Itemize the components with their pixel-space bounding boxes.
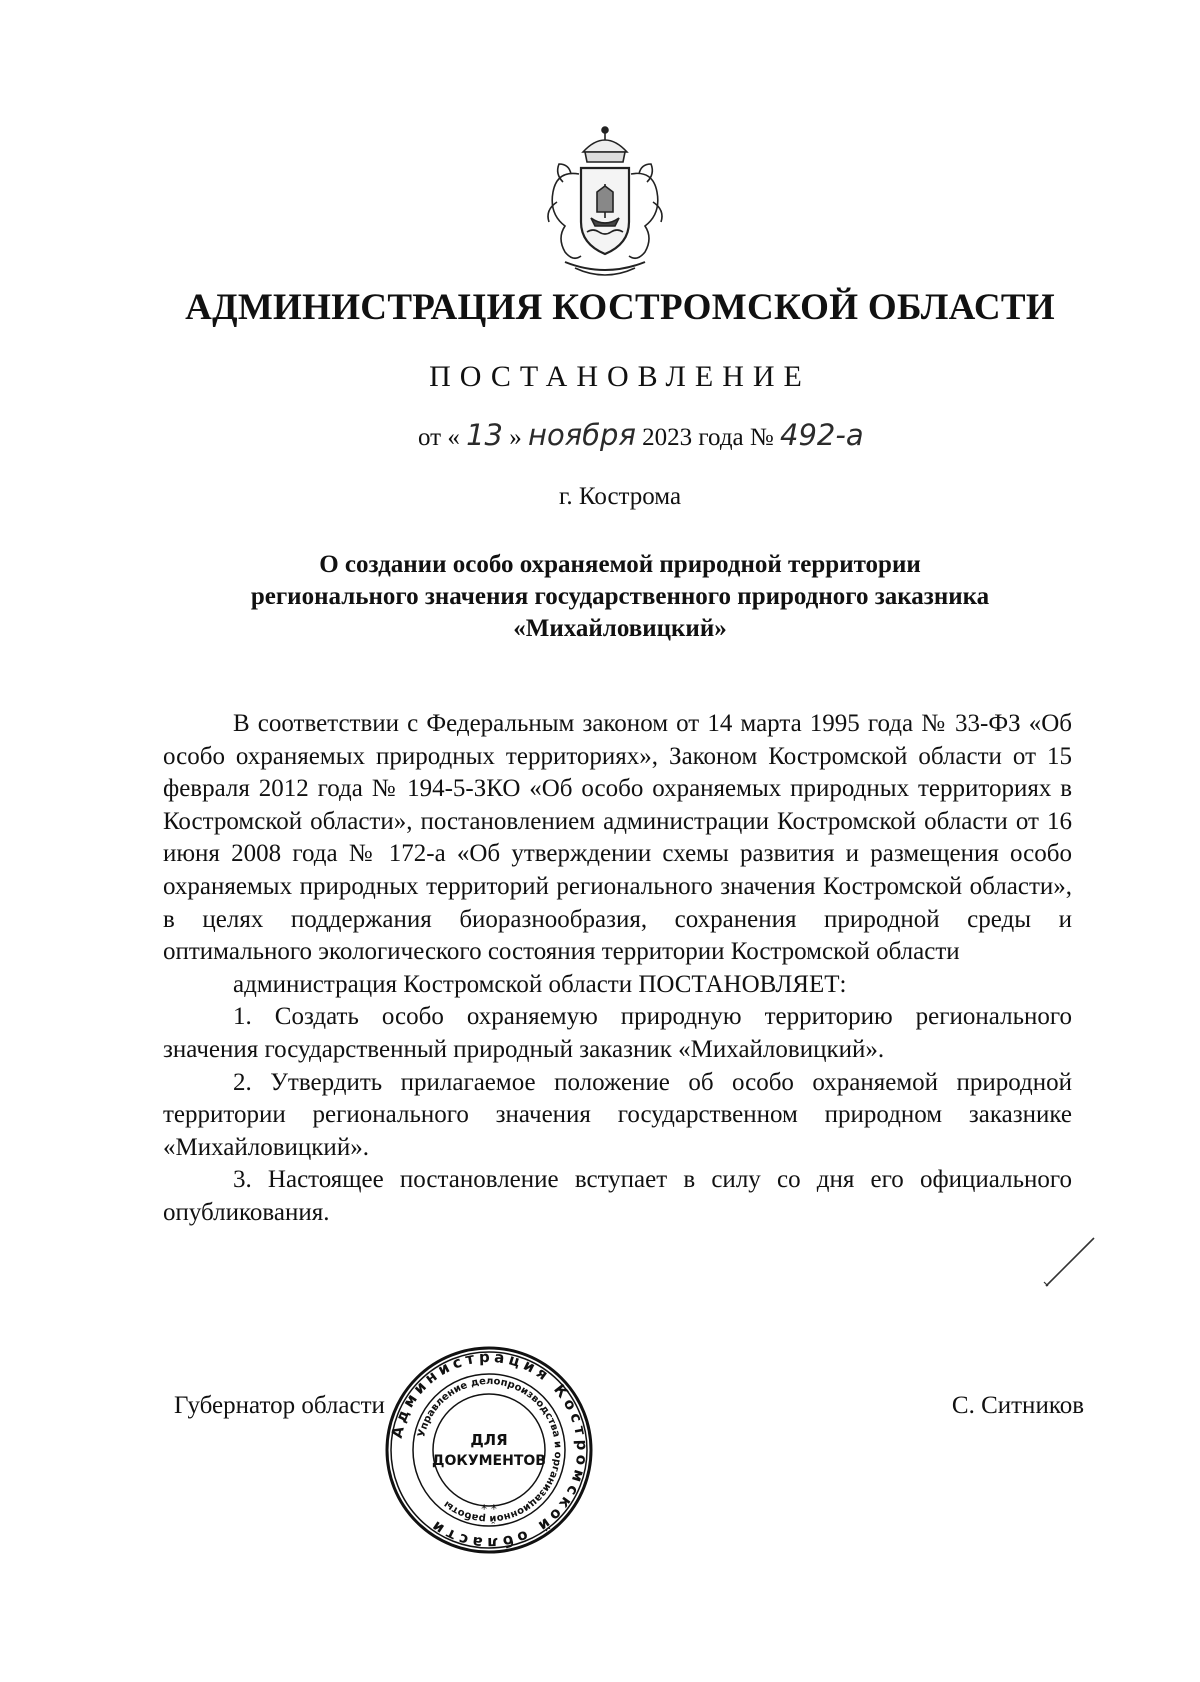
date-line [418, 418, 864, 452]
document-type: ПОСТАНОВЛЕНИЕ [429, 360, 811, 393]
document-subject [180, 549, 1060, 645]
date-year: 2023 года № [642, 424, 774, 451]
document-body [163, 708, 1072, 1230]
stamp-inner-text: Управление делопроизводства и организационной работы [416, 1375, 564, 1525]
signatory-position: Губернатор области [174, 1392, 385, 1419]
official-stamp-icon [384, 1345, 594, 1555]
decree-line: администрация Костромской области ПОСТАНОВЛЯЕТ: [233, 970, 847, 998]
check-mark-icon [1040, 1232, 1100, 1292]
subject-line-3: «Михайловицкий» [513, 615, 727, 642]
handwritten-number: 492-а [780, 418, 864, 452]
preamble-paragraph: В соответствии с Федеральным законом от 14 марта 1995 года № 33-ФЗ «Об особо охраняемых природных территориях», Законом Костромской области от 15 февраля 2012 года № 194-5-ЗКО «Об особо охраняемых природных территориях в Костромской области», постановлением администрации Костромской области от 16 июня 2008 года № 172-а «Об утверждении схемы развития и размещения особо охраняемых природных территорий регионального значения Костромской области», в целях поддержания биоразнообразия, сохранения природной среды и оптимального экологического состояния территории Костромской области [163, 710, 1072, 966]
date-prefix: от « [418, 424, 460, 451]
organization-title: АДМИНИСТРАЦИЯ КОСТРОМСКОЙ ОБЛАСТИ [185, 287, 1055, 328]
svg-text:* *: * * [481, 1502, 497, 1516]
stamp-outer-text: Администрация Костромской области [387, 1347, 592, 1553]
handwritten-month: ноября [528, 418, 636, 452]
signatory-name: С. Ситников [951, 1392, 1084, 1419]
item-1: 1. Создать особо охраняемую природную территорию регионального значения государственный природный заказник «Михайловицкий». [163, 1003, 1072, 1063]
subject-line-1: О создании особо охраняемой природной территории [319, 551, 921, 578]
handwritten-day: 13 [466, 418, 504, 452]
stamp-center-line-2: ДОКУМЕНТОВ [432, 1453, 546, 1469]
item-3: 3. Настоящее постановление вступает в силу со дня его официального опубликования. [163, 1166, 1072, 1226]
stamp-center-line-1: ДЛЯ [470, 1431, 508, 1449]
date-mid: » [509, 424, 522, 451]
coat-of-arms-icon [535, 122, 675, 282]
item-2: 2. Утвердить прилагаемое положение об особо охраняемой природной территории регионального значения государственном природном заказнике «Михайловицкий». [163, 1068, 1072, 1161]
subject-line-2: регионального значения государственного природного заказника [250, 583, 990, 610]
city: г. Кострома [558, 483, 682, 510]
